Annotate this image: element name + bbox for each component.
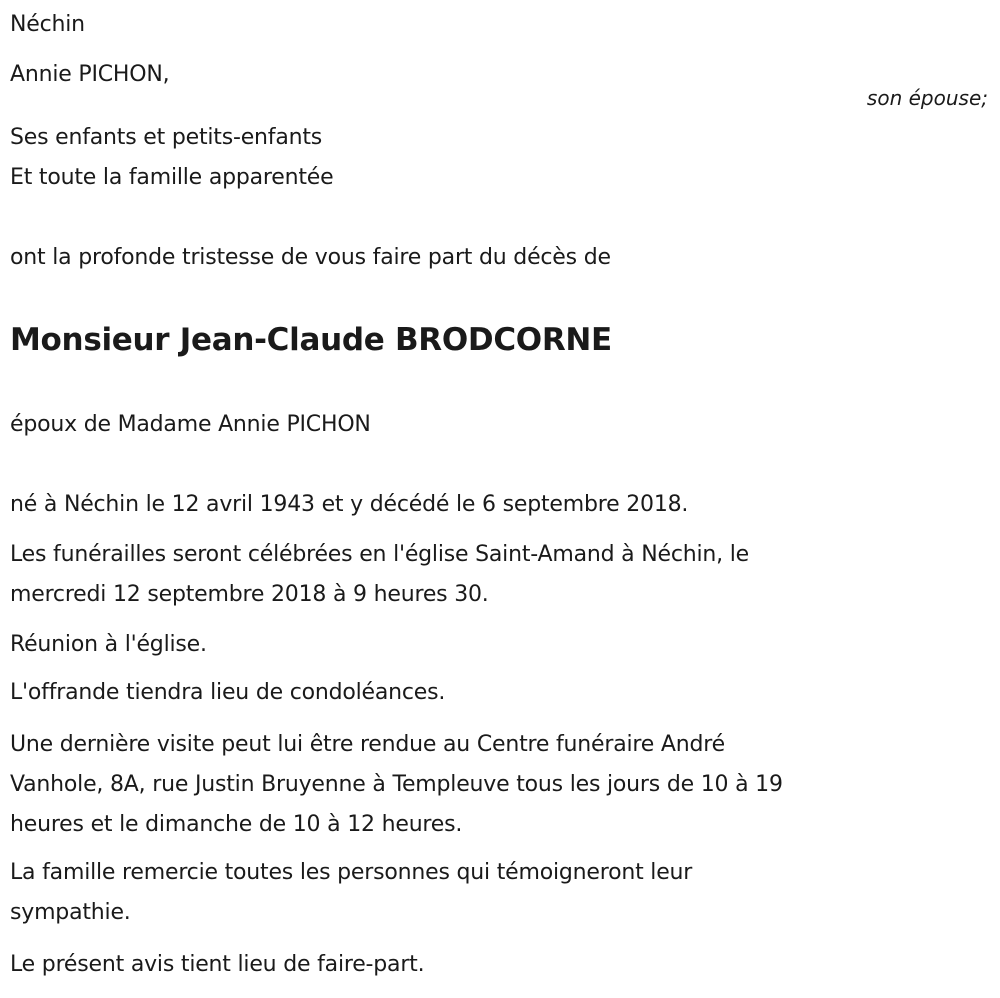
thanks-line: sympathie. — [10, 900, 131, 925]
relation: époux de Madame Annie PICHON — [10, 412, 371, 437]
visit-line: Une dernière visite peut lui être rendue au Centre funéraire André — [10, 732, 725, 757]
visit-line: Vanhole, 8A, rue Justin Bruyenne à Templeuve tous les jours de 10 à 19 — [10, 772, 783, 797]
family-line: Et toute la famille apparentée — [10, 165, 334, 190]
funeral-line: mercredi 12 septembre 2018 à 9 heures 30. — [10, 582, 489, 607]
thanks-line: La famille remercie toutes les personnes qui témoigneront leur — [10, 860, 693, 885]
family-line: Ses enfants et petits-enfants — [10, 125, 323, 150]
visit-line: heures et le dimanche de 10 à 12 heures. — [10, 812, 463, 837]
spouse-name: Annie PICHON, — [10, 62, 170, 87]
birth-death: né à Néchin le 12 avril 1943 et y décédé le 6 septembre 2018. — [10, 492, 689, 517]
offering: L'offrande tiendra lieu de condoléances. — [10, 680, 446, 705]
deceased-name: Monsieur Jean-Claude BRODCORNE — [10, 322, 612, 358]
closing: Le présent avis tient lieu de faire-part. — [10, 952, 425, 977]
meeting: Réunion à l'église. — [10, 632, 207, 657]
spouse-role: son épouse; — [866, 86, 988, 110]
announcement: ont la profonde tristesse de vous faire part du décès de — [10, 245, 611, 270]
funeral-line: Les funérailles seront célébrées en l'église Saint-Amand à Néchin, le — [10, 542, 749, 567]
location: Néchin — [10, 12, 85, 37]
